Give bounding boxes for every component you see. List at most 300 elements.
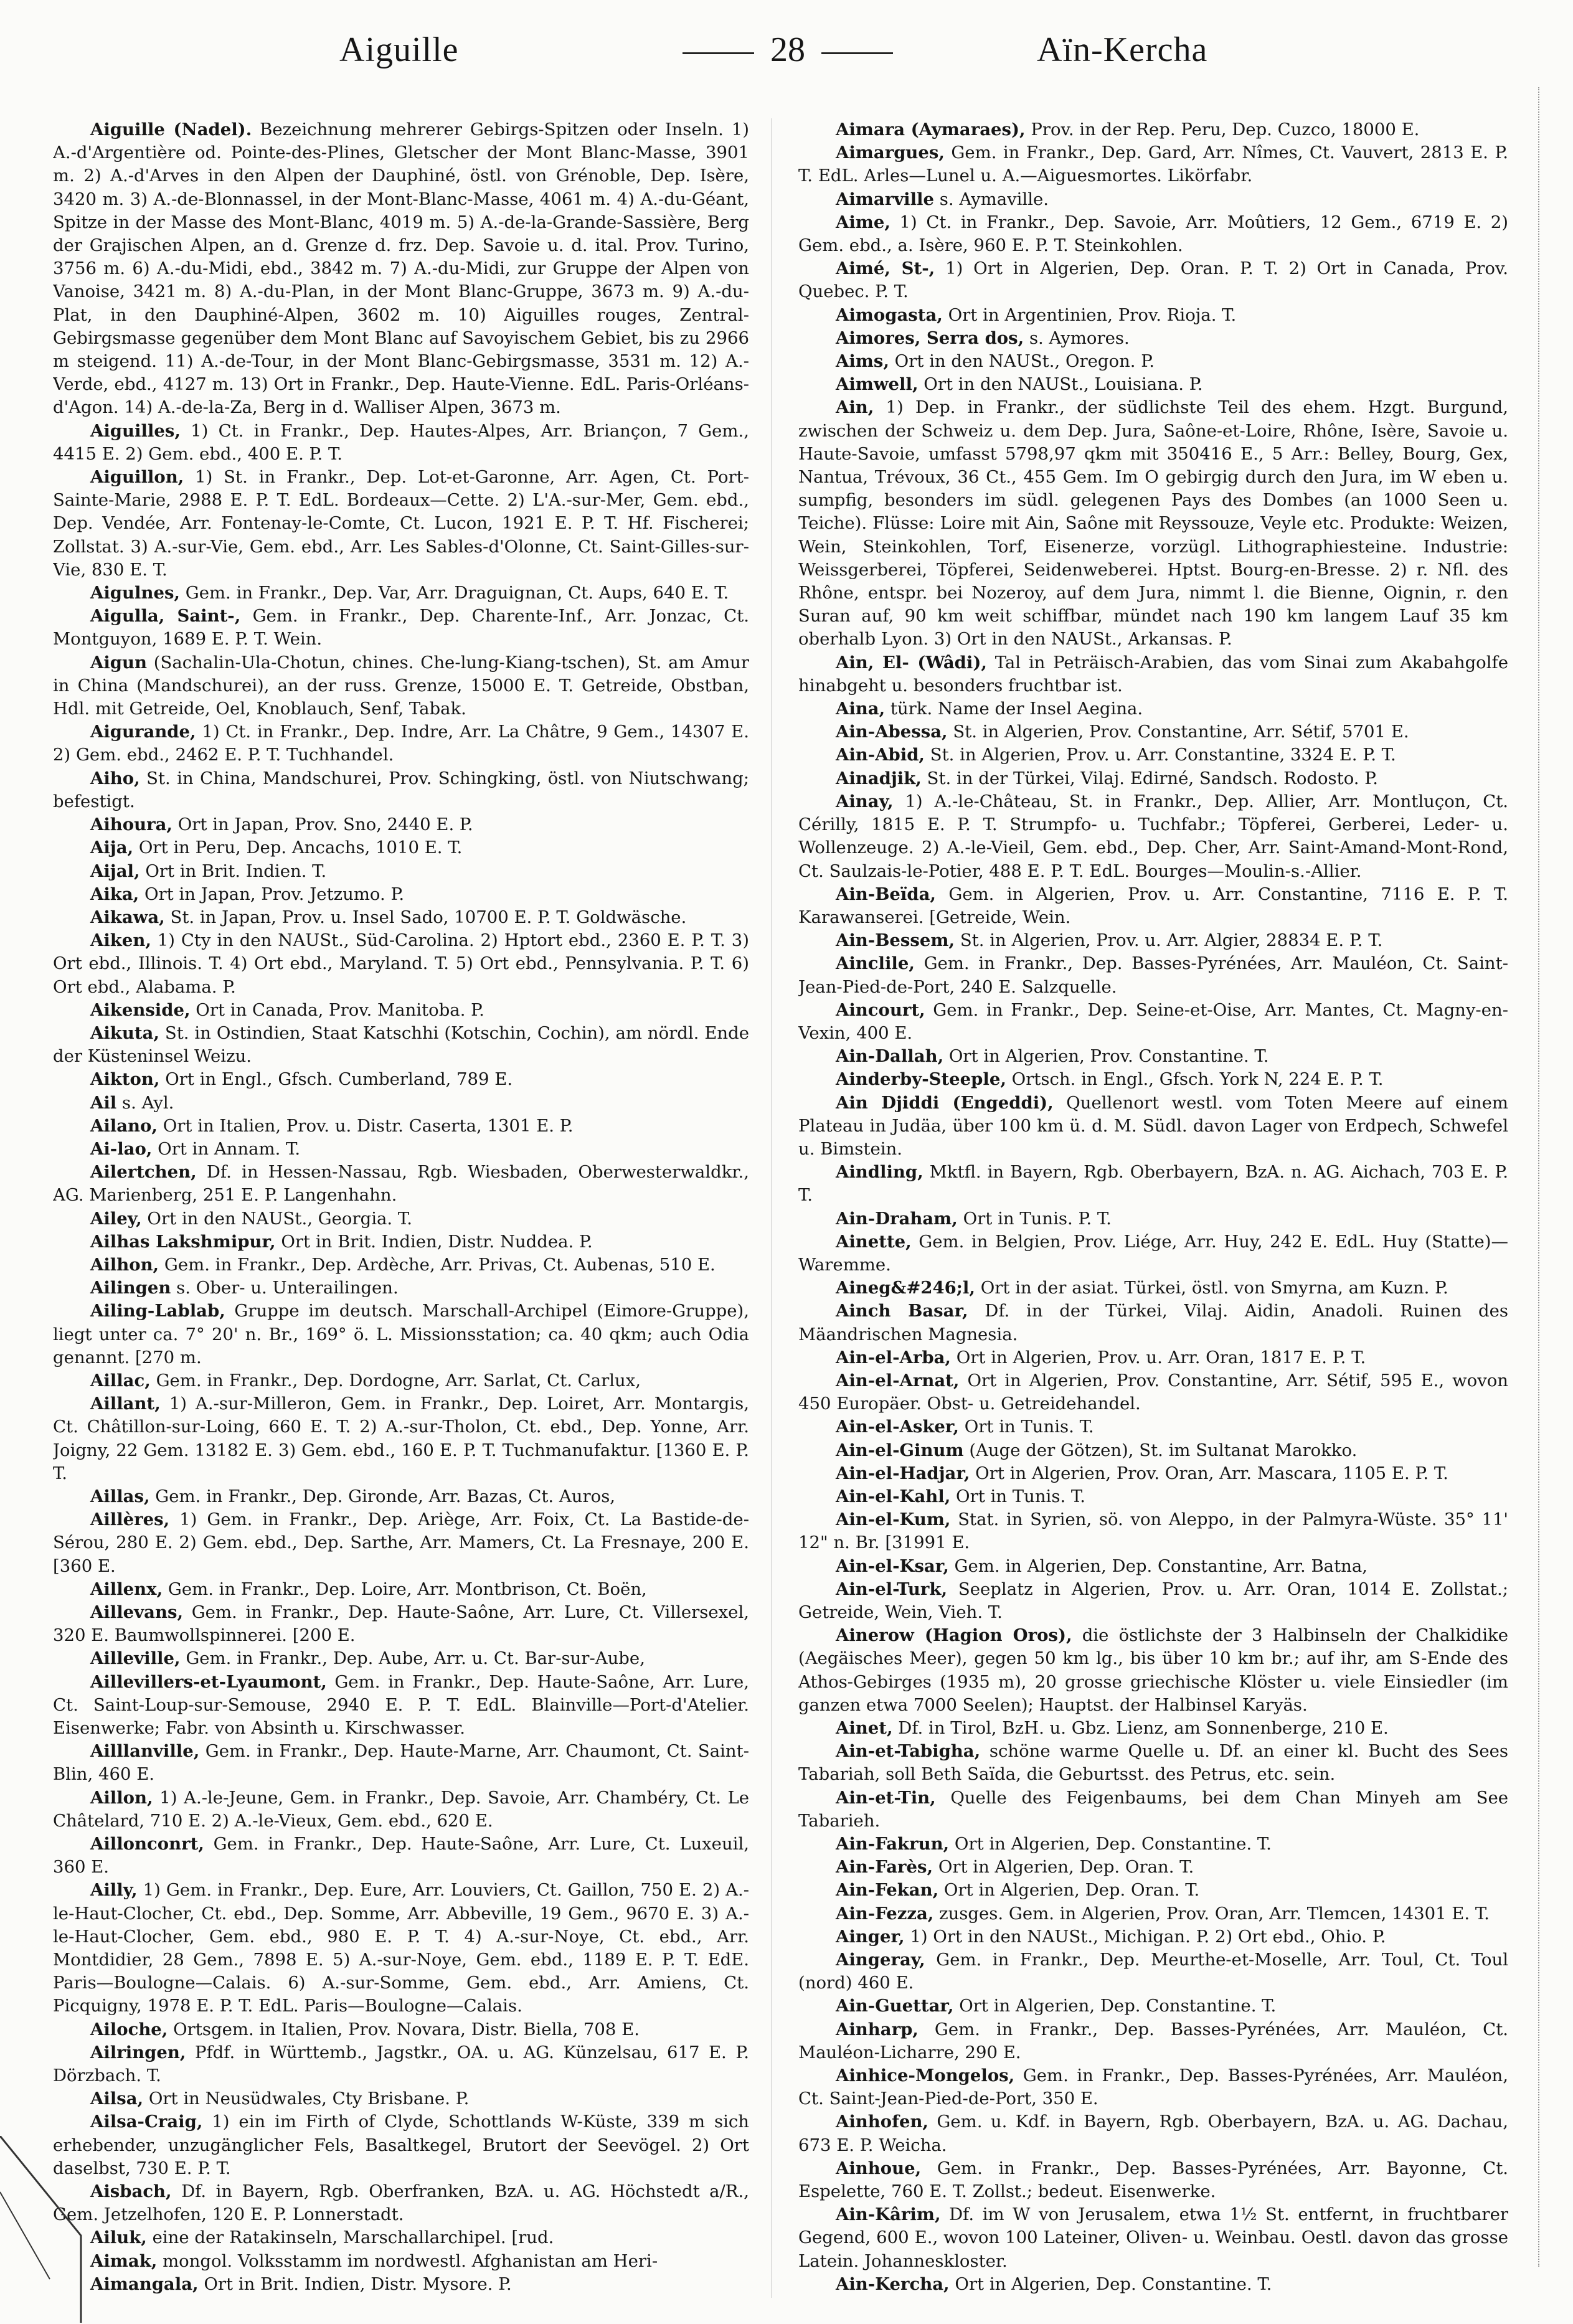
- entry-headword: Ainharp,: [836, 2019, 919, 2039]
- dictionary-entry: [53, 999, 749, 1022]
- dictionary-entry: [798, 141, 1508, 187]
- entry-headword: Ailringen,: [90, 2042, 186, 2062]
- entry-headword: Ain-el-Kum,: [836, 1509, 951, 1530]
- dictionary-entry: [798, 2157, 1508, 2203]
- entry-definition: 1) Ct. in Frankr., Dep. Savoie, Arr. Moûtiers, 12 Gem., 6719 E. 2) Gem. ebd., a. Isère, 960 E. P. T. Steinkohlen.: [798, 212, 1508, 256]
- dictionary-entry: [53, 2041, 749, 2087]
- dictionary-entry: [798, 1578, 1508, 1624]
- entry-headword: Aiguille (Nadel).: [90, 120, 252, 139]
- dictionary-entry: [798, 373, 1508, 396]
- entry-definition: Gem. in Frankr., Dep. Aube, Arr. u. Ct. Bar-sur-Aube,: [180, 1648, 645, 1669]
- dictionary-entry: [798, 304, 1508, 327]
- dictionary-entry: [53, 2018, 749, 2041]
- entry-definition: Gem. in Frankr., Dep. Gard, Arr. Nîmes, Ct. Vauvert, 2813 E. P. T. EdL. Arles—Lunel u. A.—Aiguesmortes. Likörfabr.: [798, 143, 1508, 186]
- entry-definition: Ort in den NAUSt., Georgia. T.: [141, 1208, 412, 1229]
- dictionary-entry: [798, 1068, 1508, 1091]
- dictionary-entry: [798, 1717, 1508, 1740]
- entry-headword: Aimores, Serra dos,: [836, 328, 1024, 348]
- dictionary-entry: [53, 1115, 749, 1138]
- entry-definition: 1) St. in Frankr., Dep. Lot-et-Garonne, Arr. Agen, Ct. Port-Sainte-Marie, 2988 E. P. T. EdL. Bordeaux—Cette. 2) L'A.-sur-Mer, Gem. ebd., Dep. Vendée, Arr. Fontenay-le-Comte, Ct. Lucon, 1921 E. P. T. Hf. Fischerei; Zollstat. 3) A.-sur-Vie, Gem. ebd., Arr. Les Sables-d'Olonne, Ct. Saint-Gilles-sur-Vie, 830 E. T.: [53, 467, 749, 580]
- dictionary-entry: [53, 1508, 749, 1578]
- entry-headword: Ain-et-Tin,: [836, 1787, 936, 1808]
- running-head-last-entry: Aïn-Kercha: [1037, 31, 1208, 69]
- entry-definition: Gem. in Frankr., Dep. Ardèche, Arr. Privas, Ct. Aubenas, 510 E.: [159, 1254, 716, 1275]
- entry-headword: Ain-Fezza,: [836, 1903, 934, 1924]
- entry-headword: Aincourt,: [836, 999, 925, 1020]
- dictionary-entry: [798, 1230, 1508, 1277]
- entry-headword: Ailsa-Craig,: [90, 2112, 203, 2132]
- dictionary-entry: [798, 350, 1508, 373]
- entry-definition: Ort in Neusüdwales, Cty Brisbane. P.: [143, 2089, 470, 2109]
- page-number-block: [651, 30, 925, 70]
- entry-headword: Ainadjik,: [836, 768, 922, 788]
- dictionary-entry: [53, 1671, 749, 1741]
- page-number: 28: [770, 31, 805, 69]
- entry-headword: Ainet,: [836, 1718, 893, 1739]
- dictionary-entry: [53, 2273, 749, 2296]
- entry-headword: Aillonconrt,: [90, 1834, 204, 1854]
- entry-definition: Seeplatz in Algerien, Prov. u. Arr. Oran, 1014 E. Zollstat.; Getreide, Wein, Vieh. T.: [798, 1579, 1508, 1622]
- dictionary-entry: [798, 396, 1508, 651]
- entry-definition: schöne warme Quelle u. Df. an einer kl. Bucht des Sees Tabariah, soll Beth Saïda, die Geburtsst. des Petrus, etc. sein.: [798, 1741, 1508, 1785]
- dictionary-entry: [798, 1508, 1508, 1554]
- entry-headword: Aineg&#246;l,: [836, 1278, 975, 1298]
- entry-headword: Ain-Fakrun,: [836, 1834, 950, 1854]
- entry-headword: Ainger,: [836, 1926, 905, 1947]
- entry-headword: Ain-Kârim,: [836, 2204, 941, 2225]
- entry-definition: Gem. in Frankr., Dep. Meurthe-et-Moselle, Arr. Toul, Ct. Toul (nord) 460 E.: [798, 1950, 1508, 1993]
- entry-definition: Ort in Algerien, Prov. Constantine. T.: [943, 1046, 1269, 1067]
- dictionary-entry: [798, 118, 1508, 141]
- entry-definition: zusges. Gem. in Algerien, Prov. Oran, Arr. Tlemcen, 14301 E. T.: [933, 1903, 1490, 1924]
- entry-definition: Ort in Peru, Dep. Ancachs, 1010 E. T.: [133, 838, 463, 858]
- entry-definition: Ort in Argentinien, Prov. Rioja. T.: [942, 305, 1237, 325]
- entry-headword: Aiho,: [90, 768, 140, 788]
- entry-definition: Gem. in Frankr., Dep. Dordogne, Arr. Sarlat, Ct. Carlux,: [150, 1370, 641, 1391]
- dictionary-entry: [798, 2110, 1508, 2156]
- entry-definition: 1) Ort in Algerien, Dep. Oran. P. T. 2) Ort in Canada, Prov. Quebec. P. T.: [798, 258, 1508, 302]
- dictionary-entry: [53, 1879, 749, 2018]
- entry-definition: Ort in Tunis. P. T.: [957, 1208, 1112, 1229]
- entry-headword: Aigulla, Saint-,: [90, 606, 241, 626]
- dictionary-entry: [798, 1300, 1508, 1346]
- entry-headword: Aina,: [836, 699, 886, 719]
- entry-definition: Ort in Japan, Prov. Jetzumo. P.: [139, 884, 405, 904]
- entry-headword: Aisbach,: [90, 2181, 172, 2202]
- entry-definition: Ortsgem. in Italien, Prov. Novara, Distr. Biella, 708 E.: [168, 2019, 640, 2039]
- entry-headword: Ain-el-Asker,: [836, 1417, 959, 1437]
- entry-definition: St. in Algerien, Prov. u. Arr. Constantine, 3324 E. P. T.: [925, 745, 1396, 765]
- entry-definition: Ort in Tunis. T.: [950, 1486, 1085, 1506]
- dictionary-entry: [53, 1254, 749, 1277]
- entry-headword: Ain-el-Kahl,: [836, 1486, 951, 1506]
- entry-definition: Ort in Engl., Gfsch. Cumberland, 789 E.: [159, 1069, 513, 1090]
- entry-definition: Df. in Tirol, BzH. u. Gbz. Lienz, am Sonnenberge, 210 E.: [892, 1718, 1389, 1739]
- dictionary-entry: [53, 2180, 749, 2226]
- entry-definition: St. in Ostindien, Staat Katschhi (Kotschin, Cochin), am nördl. Ende der Küsteninsel Weizu.: [53, 1023, 749, 1067]
- entry-headword: Aillant,: [90, 1394, 161, 1414]
- dictionary-entry: [798, 651, 1508, 697]
- dictionary-entry: [798, 211, 1508, 257]
- dictionary-entry: [53, 883, 749, 906]
- entry-definition: s. Ayl.: [116, 1092, 174, 1113]
- dictionary-entry: [53, 2226, 749, 2249]
- entry-headword: Aimwell,: [836, 374, 919, 395]
- dictionary-entry: [798, 929, 1508, 952]
- dictionary-entry: [798, 1439, 1508, 1462]
- dictionary-entry: [798, 257, 1508, 303]
- entry-definition: s. Aymaville.: [934, 189, 1049, 209]
- entry-definition: Gem. in Frankr., Dep. Basses-Pyrénées, Arr. Mauléon, Ct. Mauléon-Licharre, 290 E.: [798, 2019, 1508, 2062]
- entry-headword: Ainhoue,: [836, 2158, 922, 2178]
- dictionary-entry: [53, 1647, 749, 1670]
- dictionary-entry: [798, 1462, 1508, 1485]
- entry-definition: Gem. in Algerien, Prov. u. Arr. Constantine, 7116 E. P. T. Karawanserei. [Getreide, Wein.: [798, 884, 1508, 927]
- entry-headword: Ain-el-Ginum: [836, 1440, 964, 1460]
- entry-headword: Aillas,: [90, 1486, 150, 1506]
- dictionary-entry: [53, 466, 749, 582]
- entry-definition: Ortsch. in Engl., Gfsch. York N, 224 E. P. T.: [1006, 1069, 1384, 1090]
- entry-headword: Aillenx,: [90, 1579, 163, 1599]
- dictionary-entry: [53, 651, 749, 721]
- dictionary-entry: [798, 1925, 1508, 1948]
- entry-headword: Aika,: [90, 884, 139, 904]
- entry-headword: Aillac,: [90, 1370, 151, 1391]
- entry-definition: Pfdf. in Württemb., Jagstkr., OA. u. AG. Künzelsau, 617 E. P. Dörzbach. T.: [53, 2042, 749, 2086]
- entry-definition: Quelle des Feigenbaums, bei dem Chan Minyeh am See Tabarieh.: [798, 1787, 1508, 1831]
- entry-headword: Ain-Abid,: [836, 745, 925, 765]
- entry-headword: Ailertchen,: [90, 1162, 197, 1183]
- entry-headword: Ailleville,: [90, 1648, 181, 1669]
- entry-headword: Aims,: [836, 351, 889, 372]
- dictionary-entry: [53, 1277, 749, 1300]
- header-dash-left: [683, 52, 754, 54]
- entry-headword: Ai-lao,: [90, 1138, 153, 1159]
- entry-definition: 1) Ort in den NAUSt., Michigan. P. 2) Ort ebd., Ohio. P.: [904, 1926, 1386, 1947]
- entry-definition: Tal in Peträisch-Arabien, das vom Sinai zum Akabahgolfe hinabgeht u. besonders fruchtbar ist.: [798, 652, 1508, 696]
- entry-headword: Aimargues,: [836, 143, 945, 163]
- entry-definition: Gem. in Frankr., Dep. Haute-Saône, Arr. Lure, Ct. Saint-Loup-sur-Semouse, 2940 E. P. T. EdL. Blainville—Port-d'Atelier. Eisenwerke; Fabr. von Absinth u. Kirschwasser.: [53, 1671, 749, 1739]
- dictionary-entry: [798, 952, 1508, 998]
- dictionary-entry: [798, 1415, 1508, 1438]
- entry-definition: Stat. in Syrien, sö. von Aleppo, in der Palmyra-Wüste. 35° 11' 12" n. Br. [31991 E.: [798, 1509, 1508, 1553]
- dictionary-entry: [798, 1787, 1508, 1833]
- entry-definition: Ort in Tunis. T.: [958, 1417, 1094, 1437]
- entry-definition: Gem. in Frankr., Dep. Basses-Pyrénées, Arr. Mauléon, Ct. Saint-Jean-Pied-de-Port, 240 E. Salzquelle.: [798, 953, 1508, 997]
- dictionary-entry: [53, 1068, 749, 1091]
- dictionary-entry: [798, 1092, 1508, 1161]
- entry-definition: 1) A.-le-Château, St. in Frankr., Dep. Allier, Arr. Montluçon, Ct. Cérilly, 1815 E. P. T. Strumpfo- u. Tuchfabr.; Töpferei, Gerberei, Leder- u. Wollenzeuge. 2) A.-le-Vieil, Gem. ebd., Dep. Cher, Arr. Saint-Amand-Mont-Rond, Ct. Saulzais-le-Potier, 488 E. P. T. EdL. Bourges—Moulin-s.-Allier.: [798, 791, 1508, 881]
- entry-definition: Ort in Italien, Prov. u. Distr. Caserta, 1301 E. P.: [157, 1115, 574, 1136]
- entry-headword: Aillon,: [90, 1787, 153, 1808]
- entry-definition: 1) Gem. in Frankr., Dep. Eure, Arr. Louviers, Ct. Gaillon, 750 E. 2) A.-le-Haut-Clocher, Ct. ebd., Dep. Somme, Arr. Abbeville, 19 Gem., 9670 E. 3) A.-le-Haut-Clocher, Gem. ebd., 980 E. P. T. 4) A.-sur-Noye, Ct. ebd., Arr. Montdidier, 28 Gem., 7898 E. 5) A.-sur-Noye, Gem. ebd., 1189 E. P. T. EdE. Paris—Boulogne—Calais. 6) A.-sur-Somme, Gem. ebd., Arr. Amiens, Ct. Picquigny, 1978 E. P. T. EdL. Paris—Boulogne—Calais.: [53, 1880, 749, 2016]
- entry-definition: 1) ein im Firth of Clyde, Schottlands W-Küste, 339 m sich erhebender, unzugänglicher Fels, Basaltkegel, Brutort der Seevögel. 2) Ort daselbst, 730 E. P. T.: [53, 2112, 749, 2178]
- entry-headword: Aihoura,: [90, 815, 172, 835]
- dictionary-entry: [53, 720, 749, 767]
- dictionary-entry: [798, 2203, 1508, 2273]
- entry-definition: Ort in Brit. Indien, Distr. Nuddea. P.: [275, 1231, 593, 1252]
- dictionary-entry: [53, 1138, 749, 1161]
- entry-headword: Aimangala,: [90, 2274, 199, 2294]
- entry-definition: die östlichste der 3 Halbinseln der Chalkidike (Aegäisches Meer), gegen 50 km lg., bis über 10 km br.; auf ihr, am S-Ende des Athos-Gebirges (1935 m), 20 grosse griechische Klöster u. viele Einsiedler (im ganzen etwa 7000 Seelen); Hauptst. der Halbinsel Karyäs.: [798, 1625, 1508, 1715]
- dictionary-entry: [798, 1948, 1508, 1995]
- entry-headword: Ain-Beïda,: [836, 884, 936, 904]
- dictionary-entry: [53, 2110, 749, 2180]
- entry-definition: Ort in Brit. Indien, Distr. Mysore. P.: [198, 2274, 512, 2294]
- entry-definition: Quellenort westl. vom Toten Meere auf einem Plateau in Judäa, über 100 km ü. d. M. Südl. davon Lager von Erdpech, Schwefel u. Bimstein.: [798, 1092, 1508, 1159]
- dictionary-entry: [53, 836, 749, 859]
- dictionary-entry: [798, 1740, 1508, 1786]
- entry-headword: Ailingen: [90, 1278, 171, 1298]
- entry-definition: Df. in der Türkei, Vilaj. Aidin, Anadoli. Ruinen des Mäandrischen Magnesia.: [798, 1301, 1508, 1344]
- dictionary-entry: [53, 1207, 749, 1230]
- entry-definition: St. in Algerien, Prov. Constantine, Arr. Sétif, 5701 E.: [947, 722, 1409, 742]
- dictionary-entry: [798, 744, 1508, 767]
- entry-headword: Aikenside,: [90, 999, 191, 1020]
- entry-headword: Ail: [90, 1092, 117, 1113]
- entry-headword: Aimé, St-,: [836, 258, 935, 279]
- entry-definition: Ort in den NAUSt., Louisiana. P.: [918, 374, 1203, 395]
- entry-headword: Ailly,: [90, 1880, 138, 1901]
- dictionary-entry: [53, 2250, 749, 2273]
- dictionary-entry: [53, 2087, 749, 2110]
- entry-headword: Ain-Fekan,: [836, 1880, 939, 1901]
- entry-headword: Aimogasta,: [836, 305, 943, 325]
- dictionary-entry: [798, 720, 1508, 744]
- entry-definition: Ort in Brit. Indien. T.: [139, 861, 327, 881]
- entry-definition: s. Aymores.: [1024, 328, 1130, 348]
- entry-headword: Ain-el-Ksar,: [836, 1556, 949, 1576]
- entry-headword: Ain,: [836, 397, 874, 418]
- dictionary-entry: [53, 906, 749, 929]
- dictionary-entry: [798, 1902, 1508, 1925]
- entry-definition: Ort in Algerien, Dep. Oran. T.: [938, 1880, 1200, 1901]
- entry-headword: Aikton,: [90, 1069, 160, 1090]
- entry-headword: Ain-Dallah,: [836, 1046, 944, 1067]
- entry-definition: Ort in Algerien, Prov. Constantine, Arr. Sétif, 595 E., wovon 450 Europäer. Obst- u. Getreidehandel.: [798, 1370, 1508, 1414]
- entry-definition: Gem. in Algerien, Dep. Constantine, Arr. Batna,: [948, 1556, 1368, 1576]
- entry-headword: Ain-el-Arnat,: [836, 1370, 960, 1391]
- entry-definition: Gem. in Belgien, Prov. Liége, Arr. Huy, 242 E. EdL. Huy (Statte)—Waremme.: [798, 1231, 1508, 1275]
- dictionary-entry: [798, 2273, 1508, 2296]
- entry-definition: St. in der Türkei, Vilaj. Edirné, Sandsch. Rodosto. P.: [921, 768, 1378, 788]
- left-column: [53, 118, 749, 2301]
- entry-definition: Ort in Algerien, Dep. Constantine. T.: [949, 2274, 1272, 2294]
- entry-headword: Ainay,: [836, 791, 894, 811]
- dictionary-entry: [53, 929, 749, 999]
- dictionary-entry: [53, 1300, 749, 1369]
- entry-definition: (Sachalin-Ula-Chotun, chines. Che-lung-Kiang-tschen), St. am Amur in China (Mandschurei), an der russ. Grenze, 15000 E. T. Getreide, Obstban, Hdl. mit Getreide, Oel, Knoblauch, Senf, Tabak.: [53, 652, 749, 719]
- entry-headword: Ailey,: [90, 1208, 142, 1229]
- entry-definition: Bezeichnung mehrerer Gebirgs-Spitzen oder Inseln. 1) A.-d'Argentière od. Pointe-des-Plines, Gletscher der Mont Blanc-Masse, 3901 m. 2) A.-d'Arves in den Alpen der Dauphiné, östl. von Grénoble, Dep. Isère, 3420 m. 3) A.-de-Blonnassel, in der Mont-Blanc-Masse, 4061 m. 4) A.-du-Géant, Spitze in der Masse des Mont-Blanc, 4019 m. 5) A.-de-la-Grande-Sassière, Berg der Grajischen Alpen, an d. Grenze d. frz. Dep. Savoie u. d. ital. Prov. Turino, 3756 m. 6) A.-du-Midi, ebd., 3842 m. 7) A.-du-Midi, zur Gruppe der Alpen von Vanoise, 3421 m. 8) A.-du-Plan, in der Mont Blanc-Gruppe, 3673 m. 9) A.-du-Plat, in den Dauphiné-Alpen, 3602 m. 10) Aiguilles rouges, Zentral-Gebirgsmasse gegenüber dem Mont Blanc auf Savoyischem Gebiet, bis zu 2966 m steigend. 11) A.-de-Tour, in der Mont Blanc-Gebirgsmasse, 3531 m. 12) A.-Verde, ebd., 4127 m. 13) Ort in Frankr., Dep. Haute-Vienne. EdL. Paris-Orléans-d'Agon. 14) A.-de-la-Za, Berg in d. Walliser Alpen, 3673 m.: [53, 120, 749, 418]
- entry-definition: Ort in Algerien, Dep. Constantine. T.: [953, 1996, 1277, 2016]
- entry-headword: Aigun: [90, 652, 147, 673]
- dictionary-entry: [53, 767, 749, 813]
- entry-headword: Ailhas Lakshmipur,: [90, 1231, 276, 1252]
- dictionary-entry: [798, 790, 1508, 883]
- entry-definition: 1) A.-sur-Milleron, Gem. in Frankr., Dep. Loiret, Arr. Montargis, Ct. Châtillon-sur-Loing, 660 E. T. 2) A.-sur-Tholon, Ct. ebd., Dep. Yonne, Arr. Joigny, 22 Gem. 13182 E. 3) Gem. ebd., 160 E. P. T. Tuchmanufaktur. [1360 E. P. T.: [53, 1394, 749, 1483]
- dictionary-entry: [798, 1277, 1508, 1300]
- dictionary-entry: [53, 420, 749, 466]
- dictionary-entry: [53, 1578, 749, 1601]
- running-head-first-entry: Aiguille: [339, 31, 459, 69]
- dictionary-entry: [798, 1856, 1508, 1879]
- entry-headword: Ainclile,: [836, 953, 915, 974]
- entry-headword: Aime,: [836, 212, 890, 232]
- entry-headword: Ailing-Lablab,: [90, 1301, 225, 1321]
- corner-fold-mark: [0, 2136, 87, 2323]
- entry-headword: Aiken,: [90, 930, 151, 951]
- entry-definition: Gem. in Frankr., Dep. Var, Arr. Draguignan, Ct. Aups, 640 E. T.: [180, 583, 729, 603]
- entry-headword: Ain Djiddi (Engeddi),: [836, 1092, 1054, 1113]
- entry-headword: Ainerow (Hagion Oros),: [836, 1625, 1072, 1646]
- entry-headword: Ain-Draham,: [836, 1208, 958, 1229]
- entry-definition: Gem. in Frankr., Dep. Haute-Marne, Arr. Chaumont, Ct. Saint-Blin, 460 E.: [53, 1741, 749, 1785]
- entry-definition: Df. im W von Jerusalem, etwa 1½ St. entfernt, in fruchtbarer Gegend, 600 E., wovon 100 Lateiner, Oliven- u. Weinbau. Oestl. davon das grosse Latein. Johanneskloster.: [798, 2204, 1508, 2271]
- entry-headword: Ain-et-Tabigha,: [836, 1741, 981, 1762]
- dictionary-entry: [798, 1555, 1508, 1578]
- entry-headword: Ain-Abessa,: [836, 722, 948, 742]
- entry-headword: Aimara (Aymaraes),: [836, 120, 1026, 139]
- dictionary-entry: [798, 1161, 1508, 1207]
- entry-definition: Ort in den NAUSt., Oregon. P.: [889, 351, 1155, 372]
- dictionary-entry: [798, 1045, 1508, 1068]
- entry-headword: Ainhofen,: [836, 2112, 929, 2132]
- dictionary-entry: [53, 605, 749, 651]
- entry-definition: Ort in Algerien, Dep. Oran. T.: [933, 1857, 1194, 1878]
- dictionary-entry: [53, 1392, 749, 1485]
- dictionary-entry: [53, 118, 749, 420]
- entry-headword: Aillevans,: [90, 1602, 184, 1622]
- entry-definition: St. in China, Mandschurei, Prov. Schingking, östl. von Niutschwang; befestigt.: [53, 768, 749, 811]
- entry-headword: Aikawa,: [90, 907, 165, 927]
- header-dash-right: [821, 52, 893, 54]
- dictionary-entry: [798, 1485, 1508, 1508]
- entry-definition: Gem. in Frankr., Dep. Basses-Pyrénées, Arr. Bayonne, Ct. Espelette, 760 E. T. Zollst.; bedeut. Eisenwerke.: [798, 2158, 1508, 2202]
- dictionary-entry: [53, 1230, 749, 1254]
- entry-definition: Ort in Algerien, Prov. Oran, Arr. Mascara, 1105 E. P. T.: [970, 1463, 1448, 1483]
- entry-headword: Ailsa,: [90, 2089, 144, 2109]
- dictionary-entry: [798, 1346, 1508, 1369]
- entry-definition: 1) Dep. in Frankr., der südlichste Teil des ehem. Hzgt. Burgund, zwischen der Schweiz u. dem Dep. Jura, Saône-et-Loire, Rhône, Isère, Savoie u. Haute-Savoie, umfasst 5798,97 qkm mit 350416 E., 5 Arr.: Belley, Bourg, Gex, Nantua, Trévoux, 36 Ct., 455 Gem. Im O gebirgig durch den Jura, im W eben u. sumpfig, besonders im südl. gelegenen Pays des Dombes (an 1000 Seen u. Teiche). Flüsse: Loire mit Ain, Saône mit Reyssouze, Veyle etc. Produkte: Weizen, Wein, Steinkohlen, Torf, Eisenerze, vorzügl. Lithographiesteine. Industrie: Weissgerberei, Töpferei, Seidenweberei. Hptst. Bourg-en-Bresse. 2) r. Nfl. des Rhône, entspr. bei Nozeroy, auf dem Jura, nimmt l. die Bienne, Oignin, r. den Suran auf, 90 km weit schiffbar, mündet nach 190 km langem Lauf 35 km oberhalb Lyon. 3) Ort in den NAUSt., Arkansas. P.: [798, 397, 1508, 649]
- entry-definition: 1) Gem. in Frankr., Dep. Ariège, Arr. Foix, Ct. La Bastide-de-Sérou, 280 E. 2) Gem. ebd., Dep. Sarthe, Arr. Mamers, Ct. La Fresnaye, 200 E. [360 E.: [53, 1509, 749, 1576]
- dictionary-entry: [798, 327, 1508, 350]
- dictionary-entry: [53, 1369, 749, 1392]
- entry-definition: Prov. in der Rep. Peru, Dep. Cuzco, 18000 E.: [1025, 120, 1420, 139]
- entry-definition: St. in Japan, Prov. u. Insel Sado, 10700 E. P. T. Goldwäsche.: [164, 907, 687, 927]
- entry-definition: s. Ober- u. Unterailingen.: [171, 1278, 399, 1298]
- dictionary-entry: [798, 1624, 1508, 1717]
- entry-headword: Ain-el-Arba,: [836, 1347, 951, 1367]
- entry-headword: Aimarville: [836, 189, 935, 209]
- entry-headword: Ainhice-Mongelos,: [836, 2066, 1015, 2086]
- page-header: [0, 25, 1573, 93]
- entry-definition: St. in Algerien, Prov. u. Arr. Algier, 28834 E. P. T.: [955, 930, 1383, 951]
- entry-headword: Ain-el-Turk,: [836, 1579, 948, 1599]
- entry-definition: Gruppe im deutsch. Marschall-Archipel (Eimore-Gruppe), liegt unter ca. 7° 20' n. Br., 169° ö. L. Missionsstation; ca. 40 qkm; auch Odia genannt. [270 m.: [53, 1301, 749, 1367]
- entry-definition: Ort in Algerien, Prov. u. Arr. Oran, 1817 E. P. T.: [951, 1347, 1366, 1367]
- dictionary-entry: [53, 1161, 749, 1207]
- entry-headword: Ailuk,: [90, 2227, 147, 2248]
- entry-headword: Ain-el-Hadjar,: [836, 1463, 970, 1483]
- entry-definition: Gem. in Frankr., Dep. Haute-Saône, Arr. Lure, Ct. Villersexel, 320 E. Baumwollspinnerei. [200 E.: [53, 1602, 749, 1646]
- entry-definition: (Auge der Götzen), St. im Sultanat Marokko.: [963, 1440, 1358, 1460]
- entry-definition: Ort in Algerien, Dep. Constantine. T.: [949, 1834, 1272, 1854]
- entry-definition: Ort in Canada, Prov. Manitoba. P.: [190, 999, 484, 1020]
- entry-headword: Aingeray,: [836, 1950, 925, 1970]
- entry-definition: Gem. u. Kdf. in Bayern, Rgb. Oberbayern, BzA. u. AG. Dachau, 673 E. P. Weicha.: [798, 2112, 1508, 2155]
- right-column: [798, 118, 1508, 2301]
- entry-headword: Ainderby-Steeple,: [836, 1069, 1006, 1090]
- dictionary-entry: [798, 2064, 1508, 2110]
- entry-definition: eine der Ratakinseln, Marschallarchipel. [rud.: [146, 2227, 554, 2248]
- entry-headword: Ain-Bessem,: [836, 930, 955, 951]
- entry-definition: Gem. in Frankr., Dep. Seine-et-Oise, Arr. Mantes, Ct. Magny-en-Vexin, 400 E.: [798, 999, 1508, 1043]
- entry-headword: Ain-Farès,: [836, 1857, 933, 1878]
- dictionary-entry: [798, 1995, 1508, 2018]
- entry-definition: Gem. in Frankr., Dep. Basses-Pyrénées, Arr. Mauléon, Ct. Saint-Jean-Pied-de-Port, 350 E.: [798, 2066, 1508, 2109]
- page-edge-marks: [1538, 87, 1558, 2267]
- dictionary-entry: [53, 1787, 749, 1833]
- entry-headword: Aija,: [90, 838, 134, 858]
- dictionary-entry: [53, 1485, 749, 1508]
- dictionary-entry: [798, 1833, 1508, 1856]
- entry-headword: Ailano,: [90, 1115, 158, 1136]
- dictionary-entry: [798, 188, 1508, 211]
- entry-definition: Ort in Annam. T.: [152, 1138, 301, 1159]
- entry-headword: Ain-Guettar,: [836, 1996, 954, 2016]
- entry-headword: Aiguillon,: [90, 467, 184, 488]
- entry-definition: mongol. Volksstamm im nordwestl. Afghanistan am Heri-: [157, 2251, 658, 2271]
- entry-headword: Aigurande,: [90, 722, 196, 742]
- entry-headword: Ailoche,: [90, 2019, 168, 2039]
- dictionary-entry: [53, 1740, 749, 1786]
- entry-definition: 1) Ct. in Frankr., Dep. Hautes-Alpes, Arr. Briançon, 7 Gem., 4415 E. 2) Gem. ebd., 400 E. P. T.: [53, 420, 749, 464]
- entry-definition: Gem. in Frankr., Dep. Charente-Inf., Arr. Jonzac, Ct. Montguyon, 1689 E. P. T. Wein.: [53, 606, 749, 649]
- entry-definition: Mktfl. in Bayern, Rgb. Oberbayern, BzA. n. AG. Aichach, 703 E. P. T.: [798, 1162, 1508, 1206]
- entry-headword: Ainch Basar,: [836, 1301, 968, 1321]
- entry-headword: Aikuta,: [90, 1023, 159, 1043]
- entry-definition: 1) Ct. in Frankr., Dep. Indre, Arr. La Châtre, 9 Gem., 14307 E. 2) Gem. ebd., 2462 E. P. T. Tuchhandel.: [53, 722, 749, 765]
- entry-definition: 1) Cty in den NAUSt., Süd-Carolina. 2) Hptort ebd., 2360 E. P. T. 3) Ort ebd., Illinois. T. 4) Ort ebd., Maryland. T. 5) Ort ebd., Pennsylvania. P. T. 6) Ort ebd., Alabama. P.: [53, 930, 749, 997]
- entry-definition: Df. in Bayern, Rgb. Oberfranken, BzA. u. AG. Höchstedt a/R., Gem. Jetzelhofen, 120 E. P. Lonnerstadt.: [53, 2181, 749, 2225]
- dictionary-entry: [798, 697, 1508, 720]
- entry-headword: Aillevillers-et-Lyaumont,: [90, 1671, 327, 1692]
- dictionary-entry: [798, 767, 1508, 790]
- entry-headword: Aijal,: [90, 861, 140, 881]
- entry-headword: Aimak,: [90, 2251, 158, 2271]
- dictionary-entry: [53, 860, 749, 883]
- entry-headword: Ailhon,: [90, 1254, 159, 1275]
- dictionary-entry: [53, 1833, 749, 1879]
- dictionary-entry: [798, 999, 1508, 1045]
- entry-definition: Ort in Japan, Prov. Sno, 2440 E. P.: [172, 815, 473, 835]
- dictionary-entry: [53, 1092, 749, 1115]
- dictionary-entry: [798, 2018, 1508, 2064]
- entry-headword: Ain-Kercha,: [836, 2274, 950, 2294]
- entry-headword: Aindling,: [836, 1162, 923, 1183]
- entry-definition: Gem. in Frankr., Dep. Haute-Saône, Arr. Lure, Ct. Luxeuil, 360 E.: [53, 1834, 749, 1878]
- dictionary-entry: [53, 1022, 749, 1068]
- dictionary-entry: [798, 1879, 1508, 1902]
- entry-headword: Aillères,: [90, 1509, 170, 1530]
- entry-headword: Ainette,: [836, 1231, 912, 1252]
- dictionary-entry: [798, 883, 1508, 929]
- entry-headword: Ailllanville,: [90, 1741, 200, 1762]
- entry-headword: Aiguilles,: [90, 420, 181, 441]
- entry-headword: Ain, El- (Wâdi),: [836, 652, 987, 673]
- entry-definition: türk. Name der Insel Aegina.: [885, 699, 1143, 719]
